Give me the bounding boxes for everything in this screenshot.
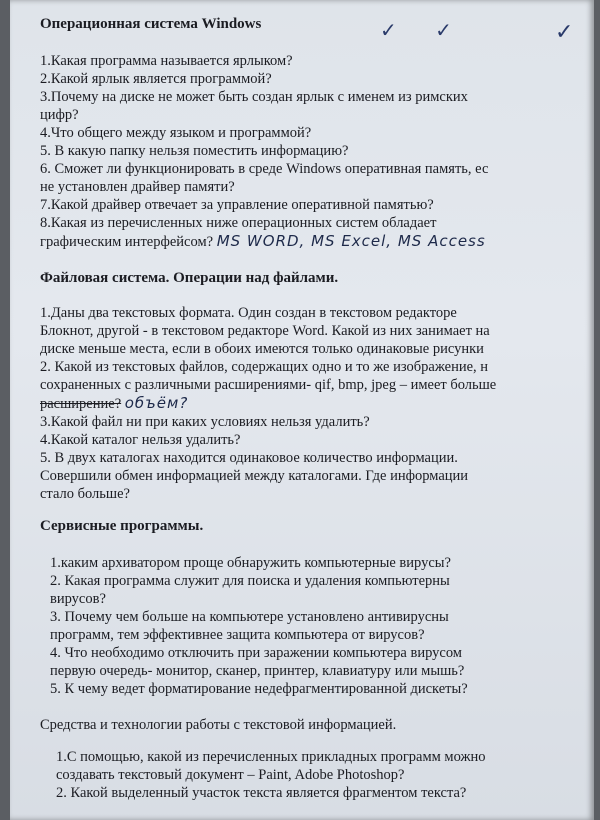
handwritten-answer: MS WORD, MS Excel, MS Access <box>216 232 486 250</box>
question-line: 7.Какой драйвер отвечает за управление оперативной памятью? <box>40 197 434 213</box>
question-line: вирусов? <box>50 591 106 607</box>
section-title-filesystem: Файловая система. Операции над файлами. <box>40 270 339 286</box>
question-line: диске меньше места, если в обоих имеются только одинаковые рисунки <box>40 341 484 357</box>
question-line: 1.С помощью, какой из перечисленных прикладных программ можно <box>56 749 486 765</box>
question-list-service-programs <box>50 554 468 698</box>
question-line: 2. Какой из текстовых файлов, содержащих одно и то же изображение, н <box>40 359 489 375</box>
question-list-filesystem <box>40 304 496 503</box>
question-line: 5. В какую папку нельзя поместить информацию? <box>40 143 349 159</box>
question-line: создавать текстовый документ – Paint, Adobe Photoshop? <box>56 767 405 783</box>
question-line: 3. Почему чем больше на компьютере установлено антивирусны <box>50 609 449 625</box>
struck-word: расширение? <box>40 396 122 412</box>
paper-sheet <box>10 0 594 820</box>
question-line: Блокнот, другой - в текстовом редакторе Word. Какой из них занимает на <box>40 323 490 339</box>
question-line: не установлен драйвер памяти? <box>40 179 235 195</box>
question-line: сохраненных с различными расширениями- qif, bmp, jpeg – имеет больше <box>40 377 497 393</box>
section-title-windows: Операционная система Windows <box>40 16 262 32</box>
question-line: Совершили обмен информацией между каталогами. Где информации <box>40 468 469 484</box>
question-line-corrected <box>40 394 496 413</box>
handwritten-ticks: ✓ ✓ <box>380 18 468 42</box>
question-line: программ, тем эффективнее защита компьютера от вирусов? <box>50 627 425 643</box>
question-line: 3.Почему на диске не может быть создан ярлык с именем из римских <box>40 89 468 105</box>
section-title-service-programs: Сервисные программы. <box>40 518 204 534</box>
question-line: 2.Какой ярлык является программой? <box>40 71 272 87</box>
question-line: 1.Даны два текстовых формата. Один создан в текстовом редакторе <box>40 305 457 321</box>
question-line: 5. В двух каталогах находится одинаковое количество информации. <box>40 450 458 466</box>
handwritten-correction: объём? <box>124 394 189 412</box>
question-line: первую очередь- монитор, сканер, принтер, клавиатуру или мышь? <box>50 663 465 679</box>
question-line: 1.каким архиватором проще обнаружить компьютерные вирусы? <box>50 555 451 571</box>
question-text: графическим интерфейсом? <box>40 234 214 250</box>
question-line: 1.Какая программа называется ярлыком? <box>40 53 293 69</box>
question-list-windows <box>40 52 488 251</box>
question-line: стало больше? <box>40 486 130 502</box>
question-line: 3.Какой файл ни при каких условиях нельзя удалить? <box>40 414 370 430</box>
question-line-with-answer <box>40 232 488 251</box>
question-line: 2. Какая программа служит для поиска и удаления компьютерны <box>50 573 450 589</box>
question-line: 2. Какой выделенный участок текста является фрагментом текста? <box>56 785 467 801</box>
question-line: 5. К чему ведет форматирование недефрагментированной дискеты? <box>50 681 468 697</box>
handwritten-tick-right: ✓ <box>555 20 574 45</box>
section-title-text-technologies: Средства и технологии работы с текстовой информацией. <box>40 717 397 733</box>
question-line: 4. Что необходимо отключить при заражении компьютера вирусом <box>50 645 462 661</box>
question-line: 4.Что общего между языком и программой? <box>40 125 312 141</box>
question-line: 8.Какая из перечисленных ниже операционных систем обладает <box>40 215 437 231</box>
question-line: 6. Сможет ли функционировать в среде Windows оперативная память, ес <box>40 161 489 177</box>
question-line: 4.Какой каталог нельзя удалить? <box>40 432 241 448</box>
question-list-text-technologies <box>56 748 486 802</box>
question-line: цифр? <box>40 107 79 123</box>
